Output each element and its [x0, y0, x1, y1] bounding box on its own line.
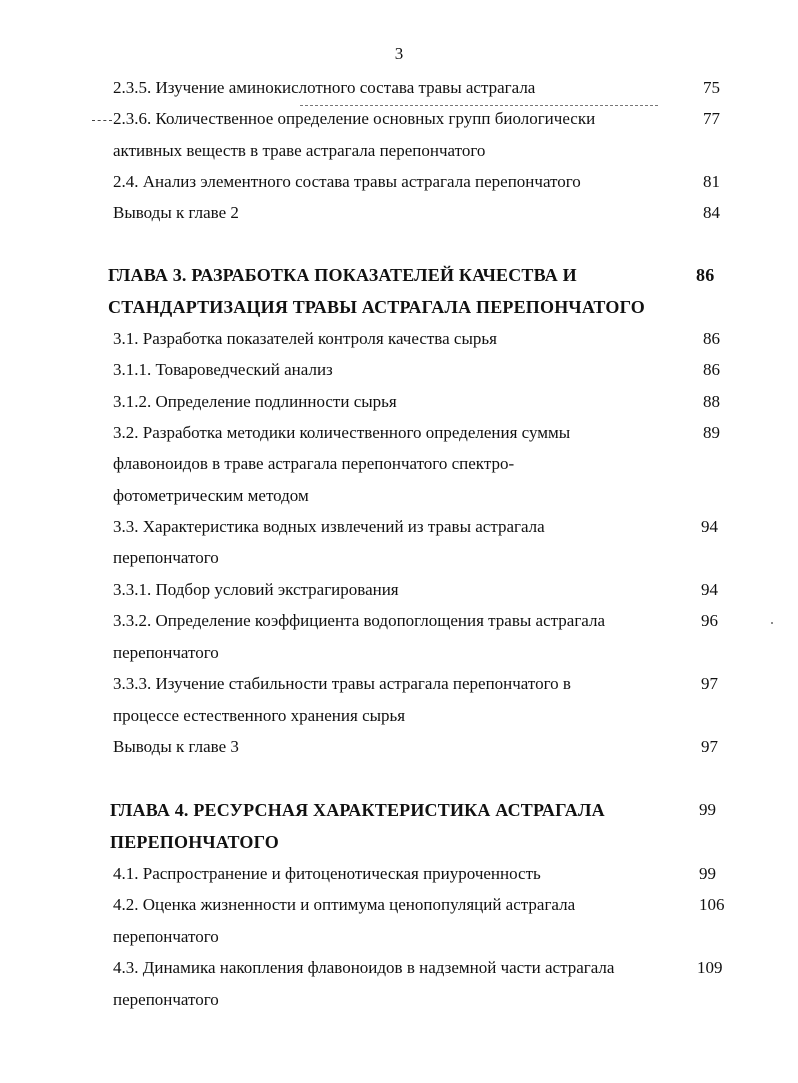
toc-page-2-3-6: 77: [703, 109, 720, 128]
toc-entry-4-2-line1: 4.2. Оценка жизненности и оптимума ценопопуляций астрагала: [113, 895, 576, 914]
toc-chapter-3-line1: ГЛАВА 3. РАЗРАБОТКА ПОКАЗАТЕЛЕЙ КАЧЕСТВА И: [108, 265, 577, 285]
toc-entry-3-2-line1: 3.2. Разработка методики количественного определения суммы: [113, 423, 571, 442]
toc-page-4-1: 99: [699, 864, 716, 883]
toc-page-4-2: 106: [699, 895, 725, 914]
toc-page-2-4: 81: [703, 172, 720, 191]
toc-page-3-3-1: 94: [701, 580, 718, 599]
toc-entry-4-2-line2: перепончатого: [113, 927, 219, 946]
toc-entry-3-2-line2: флавоноидов в траве астрагала перепончатого спектро-: [113, 454, 515, 473]
toc-entry-conclusions-ch3: Выводы к главе 3: [113, 737, 239, 756]
toc-page-3-3-2: 96: [701, 611, 718, 630]
toc-page-conclusions-ch2: 84: [703, 203, 720, 222]
page-number: 3: [394, 44, 404, 63]
scan-dot: [771, 622, 773, 624]
toc-page-2-3-5: 75: [703, 78, 720, 97]
toc-page-3-3: 94: [701, 517, 718, 536]
toc-page-3-1-2: 88: [703, 392, 720, 411]
toc-entry-3-3-line1: 3.3. Характеристика водных извлечений из травы астрагала: [113, 517, 545, 536]
toc-entry-4-3-line2: перепончатого: [113, 990, 219, 1009]
toc-page-3-2: 89: [703, 423, 720, 442]
toc-entry-3-3-3-line1: 3.3.3. Изучение стабильности травы астрагала перепончатого в: [113, 674, 571, 693]
toc-page-3-3-3: 97: [701, 674, 718, 693]
toc-entry-3-3-line2: перепончатого: [113, 548, 219, 567]
toc-page-3-1: 86: [703, 329, 720, 348]
toc-entry-2-3-5: 2.3.5. Изучение аминокислотного состава травы астрагала: [113, 78, 536, 97]
toc-page-3-1-1: 86: [703, 360, 720, 379]
toc-entry-3-3-3-line2: процессе естественного хранения сырья: [113, 706, 406, 725]
toc-page-chapter-3: 86: [696, 265, 715, 285]
toc-entry-3-3-2-line2: перепончатого: [113, 643, 219, 662]
toc-entry-4-3-line1: 4.3. Динамика накопления флавоноидов в надземной части астрагала: [113, 958, 615, 977]
toc-entry-2-4: 2.4. Анализ элементного состава травы астрагала перепончатого: [113, 172, 581, 191]
toc-entry-2-3-6-line1: 2.3.6. Количественное определение основных групп биологически: [113, 109, 596, 128]
toc-page-conclusions-ch3: 97: [701, 737, 718, 756]
toc-entry-3-3-2-line1: 3.3.2. Определение коэффициента водопоглощения травы астрагала: [113, 611, 606, 630]
toc-entry-3-2-line3: фотометрическим методом: [113, 486, 309, 505]
toc-chapter-3-line2: СТАНДАРТИЗАЦИЯ ТРАВЫ АСТРАГАЛА ПЕРЕПОНЧАТОГО: [108, 297, 646, 317]
toc-entry-conclusions-ch2: Выводы к главе 2: [113, 203, 239, 222]
toc-entry-3-1-1: 3.1.1. Товароведческий анализ: [113, 360, 333, 379]
toc-page-4-3: 109: [697, 958, 723, 977]
scan-artifact-left: [92, 120, 112, 121]
toc-entry-3-1: 3.1. Разработка показателей контроля качества сырья: [113, 329, 497, 348]
toc-entry-4-1: 4.1. Распространение и фитоценотическая приуроченность: [113, 864, 541, 883]
toc-page-chapter-4: 99: [699, 800, 716, 819]
toc-chapter-4-line2: ПЕРЕПОНЧАТОГО: [110, 832, 280, 852]
toc-entry-3-3-1: 3.3.1. Подбор условий экстрагирования: [113, 580, 399, 599]
scan-artifact-right: [300, 105, 658, 106]
toc-chapter-4-line1: ГЛАВА 4. РЕСУРСНАЯ ХАРАКТЕРИСТИКА АСТРАГАЛА: [110, 800, 605, 820]
toc-entry-2-3-6-line2: активных веществ в траве астрагала перепончатого: [113, 141, 486, 160]
toc-entry-3-1-2: 3.1.2. Определение подлинности сырья: [113, 392, 397, 411]
